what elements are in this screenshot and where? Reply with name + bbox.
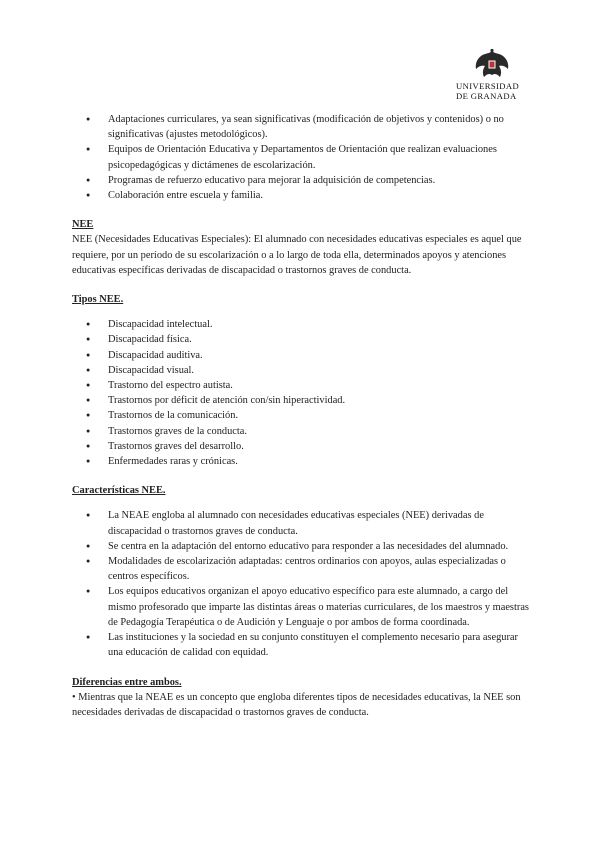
list-item: ● Equipos de Orientación Educativa y Departamentos de Orientación que realizan evaluaciones psicopedagógicas y dictámenes de escolarización. <box>72 142 534 172</box>
list-item: ● Programas de refuerzo educativo para mejorar la adquisición de competencias. <box>72 173 534 188</box>
list-item: ● Colaboración entre escuela y familia. <box>72 188 534 203</box>
list-item: ● La NEAE engloba al alumnado con necesidades educativas especiales (NEE) derivadas de discapacidad o trastornos graves de conducta. <box>72 508 534 538</box>
list-item: ● Enfermedades raras y crónicas. <box>72 454 534 469</box>
list-item: ● Discapacidad visual. <box>72 363 534 378</box>
logo-text <box>452 82 532 101</box>
list-item: ● Los equipos educativos organizan el apoyo educativo específico para este alumnado, a cargo del mismo profesorado que imparte las distintas áreas o materias curriculares, de los maestros y maestras de Pedagogía Terapéutica o de Audición y Lenguaje o por ambos de forma coordinada. <box>72 584 534 630</box>
tipos-heading: Tipos NEE. <box>72 294 124 306</box>
list-item: ● Trastornos por déficit de atención con/sin hiperactividad. <box>72 393 534 408</box>
measures-list <box>72 112 534 203</box>
list-item: ● Trastornos graves del desarrollo. <box>72 439 534 454</box>
nee-paragraph: NEE (Necesidades Educativas Especiales): El alumnado con necesidades educativas especiales es aquel que requiere, por un período de su escolarización o a lo largo de toda ella, determinados apoyos y atenciones educativas específicas derivadas de discapacidad o trastornos graves de conducta. <box>72 234 522 276</box>
list-item: ● Trastorno del espectro autista. <box>72 378 534 393</box>
list-item: ● Discapacidad física. <box>72 332 534 347</box>
list-item: ● Discapacidad auditiva. <box>72 348 534 363</box>
eagle-crest-icon <box>473 48 511 82</box>
tipos-list <box>72 317 534 469</box>
list-item: ● Adaptaciones curriculares, ya sean significativas (modificación de objetivos y contenidos) o no significativas (ajustes metodológicos). <box>72 112 534 142</box>
document-body <box>72 112 534 720</box>
list-item: ● Se centra en la adaptación del entorno educativo para responder a las necesidades del alumnado. <box>72 539 534 554</box>
caracteristicas-list <box>72 508 534 660</box>
diferencias-paragraph: • Mientras que la NEAE es un concepto que engloba diferentes tipos de necesidades educativas, la NEE son necesidades derivadas de discapacidad o trastornos graves de conducta. <box>72 691 521 718</box>
list-item: ● Las instituciones y la sociedad en su conjunto constituyen el complemento necesario para asegurar una educación de calidad con equidad. <box>72 630 534 660</box>
logo-line-1: UNIVERSIDAD <box>456 81 520 91</box>
university-logo <box>452 48 532 101</box>
nee-heading: NEE <box>72 219 94 231</box>
logo-line-2: DE GRANADA <box>456 90 517 101</box>
list-item: ● Discapacidad intelectual. <box>72 317 534 332</box>
caracteristicas-heading: Características NEE. <box>72 485 166 497</box>
list-item: ● Trastornos graves de la conducta. <box>72 424 534 439</box>
list-item: ● Modalidades de escolarización adaptadas: centros ordinarios con apoyos, aulas especializadas o centros específicos. <box>72 554 534 584</box>
list-item: ● Trastornos de la comunicación. <box>72 408 534 423</box>
diferencias-heading: Diferencias entre ambos. <box>72 676 182 688</box>
